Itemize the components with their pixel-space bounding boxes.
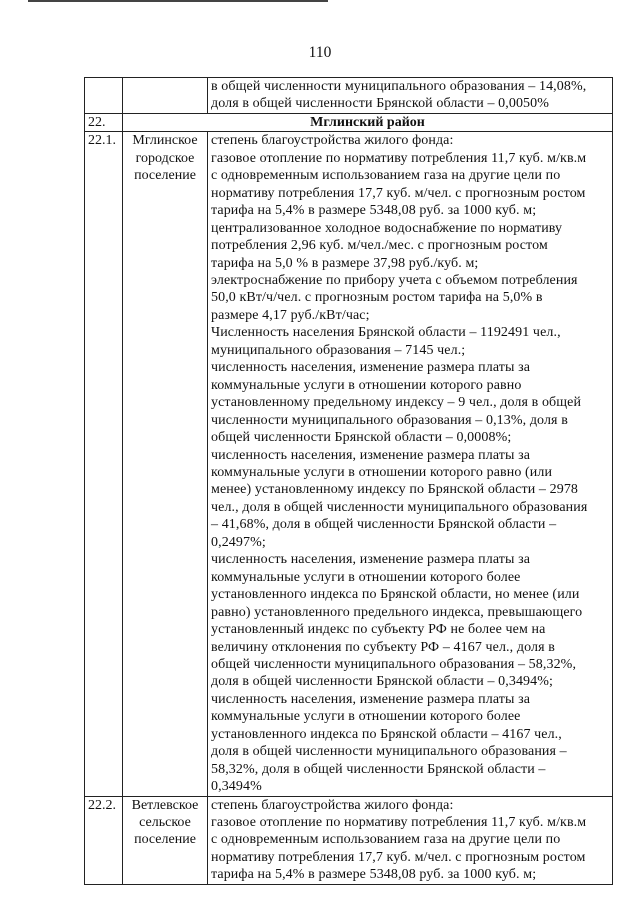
row-number: 22.2. <box>85 796 123 884</box>
row-number: 22.1. <box>85 132 123 796</box>
municipality-details: степень благоустройства жилого фонда: газовое отопление по нормативу потребления 11,7 куб. м/кв.м с одновременным использованием газа на другие цели по нормативу потребления 17,7 куб. м/чел. с прогнозным ростом тарифа на 5,4% в размере 5348,08 руб. за 1000 куб. м; <box>208 796 613 884</box>
municipality-name: Мглинское городское поселение <box>123 132 208 796</box>
continuation-num-cell <box>85 78 123 114</box>
continuation-text: в общей численности муниципального образования – 14,08%, доля в общей численности Брянской области – 0,0050% <box>208 78 613 114</box>
municipality-details: степень благоустройства жилого фонда: газовое отопление по нормативу потребления 11,7 куб. м/кв.м с одновременным использованием газа на другие цели по нормативу потребления 17,7 куб. м/чел. с прогнозным ростом тарифа на 5,4% в размере 5348,08 руб. за 1000 куб. м; централизованное холодное водоснабжение по нормативу потребления 2,96 куб. м/чел./мес. с прогнозным ростом тарифа на 5,0 % в размере 37,98 руб./куб. м; электроснабжение по прибору учета с объемом потребления 50,0 кВт/ч/чел. с прогнозным ростом тарифа на 5,0% в размере 4,17 руб./кВт/час; Численность населения Брянской области – 1192491 чел., муниципального образования – 7145 чел.; численность населения, изменение размера платы за коммунальные услуги в отношении которого равно установленному предельному индексу – 9 чел., доля в общей численности муниципального образования – 0,13%, доля в общей численности Брянской области – 0,0008%; численность населения, изменение размера платы за коммунальные услуги в отношении которого равно (или менее) установленному индексу по Брянской области – 2978 чел., доля в общей численности муниципального образования – 41,68%, доля в общей численности Брянской области – 0,2497%; численность населения, изменение размера платы за коммунальные услуги в отношении которого более установленного индекса по Брянской области, но менее (или равно) установленного предельного индекса, превышающего установленный индекс по субъекту РФ не более чем на величину отклонения по субъекту РФ – 4167 чел., доля в общей численности муниципального образования – 58,32%, доля в общей численности Брянской области – 0,3494%; численность населения, изменение размера платы за коммунальные услуги в отношении которого более установленного индекса по Брянской области – 4167 чел., доля в общей численности муниципального образования – 58,32%, доля в общей численности Брянской области – 0,3494% <box>208 132 613 796</box>
table-row <box>85 796 613 884</box>
table-row <box>85 132 613 796</box>
table-row-continuation <box>85 78 613 114</box>
continuation-name-cell <box>123 78 208 114</box>
district-number: 22. <box>85 113 123 131</box>
district-title: Мглинский район <box>123 113 613 131</box>
municipality-name: Ветлевское сельское поселение <box>123 796 208 884</box>
top-scan-rule <box>28 0 328 2</box>
table-row-district <box>85 113 613 131</box>
regional-data-table <box>84 77 613 885</box>
page-number: 110 <box>308 44 332 61</box>
